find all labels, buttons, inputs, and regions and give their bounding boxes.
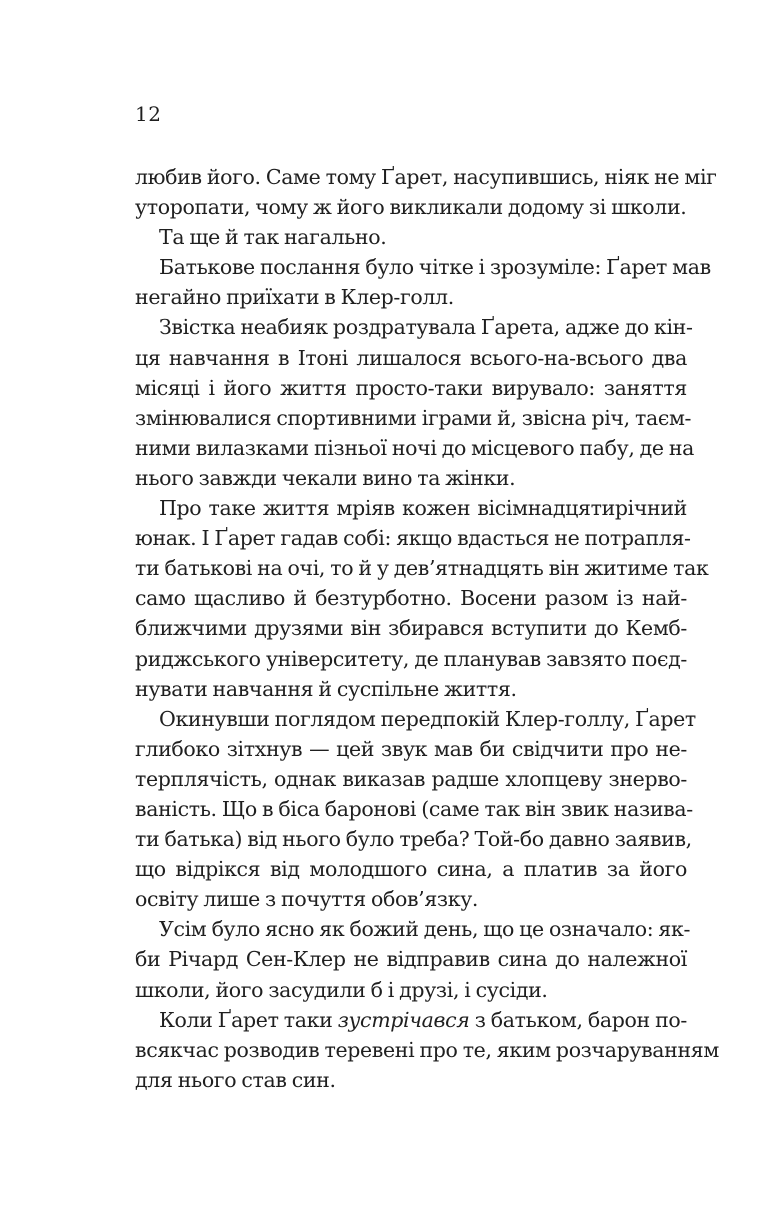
text-line: що відрікся від молодшого сина, а платив за його (135, 857, 687, 882)
text-line: глибоко зітхнув — цей звук мав би свідчити про не- (135, 736, 687, 761)
text-line-with-italic (135, 1005, 687, 1035)
text-run: Коли Ґарет таки (159, 1007, 338, 1032)
text-line: ти батькові на очі, то й у дев’ятнадцять він житиме так (135, 556, 709, 581)
text-line: уторопати, чому ж його викликали додому зі школи. (135, 195, 687, 220)
text-line: Окинувши поглядом передпокій Клер-голлу, Ґарет (159, 706, 696, 731)
italic-word: зустрічався (337, 1007, 470, 1032)
page-number: 12 (135, 102, 162, 126)
text-line: риджського університету, де планував завзято поєд- (135, 646, 687, 671)
text-line: Батькове послання було чітке і зрозуміле: Ґарет мав (159, 255, 711, 280)
text-line: для нього став син. (135, 1067, 336, 1092)
text-line: ближчими друзями він збирався вступити до Кемб- (135, 616, 687, 641)
text-line: Та ще й так нагально. (159, 225, 387, 250)
text-line: змінювалися спортивними іграми й, звісна річ, таєм- (135, 405, 692, 430)
text-line: ними вилазками пізньої ночі до місцевого пабу, де на (135, 435, 695, 460)
text-line: терплячість, однак виказав радше хлопцеву знерво- (135, 766, 687, 791)
text-line: ваність. Що в біса баронові (саме так він звик назива- (135, 796, 693, 821)
text-line: ця навчання в Ітоні лишалося всього-на-всього два (135, 345, 687, 370)
text-line: юнак. І Ґарет гадав собі: якщо вдасться не потрапля- (135, 526, 691, 551)
text-line: само щасливо й безтурботно. Восени разом із най- (135, 586, 687, 611)
text-run: з батьком, барон по- (469, 1007, 687, 1032)
text-line: любив його. Саме тому Ґарет, насупившись, ніяк не міг (135, 165, 717, 189)
body-text (135, 162, 719, 1095)
text-line: Усім було ясно як божий день, що це означало: як- (159, 917, 691, 942)
text-line: освіту лише з почуття обов’язку. (135, 887, 479, 912)
text-line: ти батька) від нього було треба? Той-бо давно заявив, (135, 827, 692, 852)
text-line: школи, його засудили б і друзі, і сусіди. (135, 977, 548, 1002)
text-line: всякчас розводив теревені про те, яким розчаруванням (135, 1037, 719, 1062)
text-line: нього завжди чекали вино та жінки. (135, 465, 516, 490)
text-line: нувати навчання й суспільне життя. (135, 676, 517, 701)
text-line: місяці і його життя просто-таки вирувало: заняття (135, 375, 687, 400)
text-line: Про таке життя мріяв кожен вісімнадцятирічний (159, 496, 687, 521)
text-line: Звістка неабияк роздратувала Ґарета, адже до кін- (159, 315, 693, 340)
text-line: негайно приїхати в Клер-голл. (135, 285, 454, 310)
text-line: би Річард Сен-Клер не відправив сина до належної (135, 947, 687, 972)
